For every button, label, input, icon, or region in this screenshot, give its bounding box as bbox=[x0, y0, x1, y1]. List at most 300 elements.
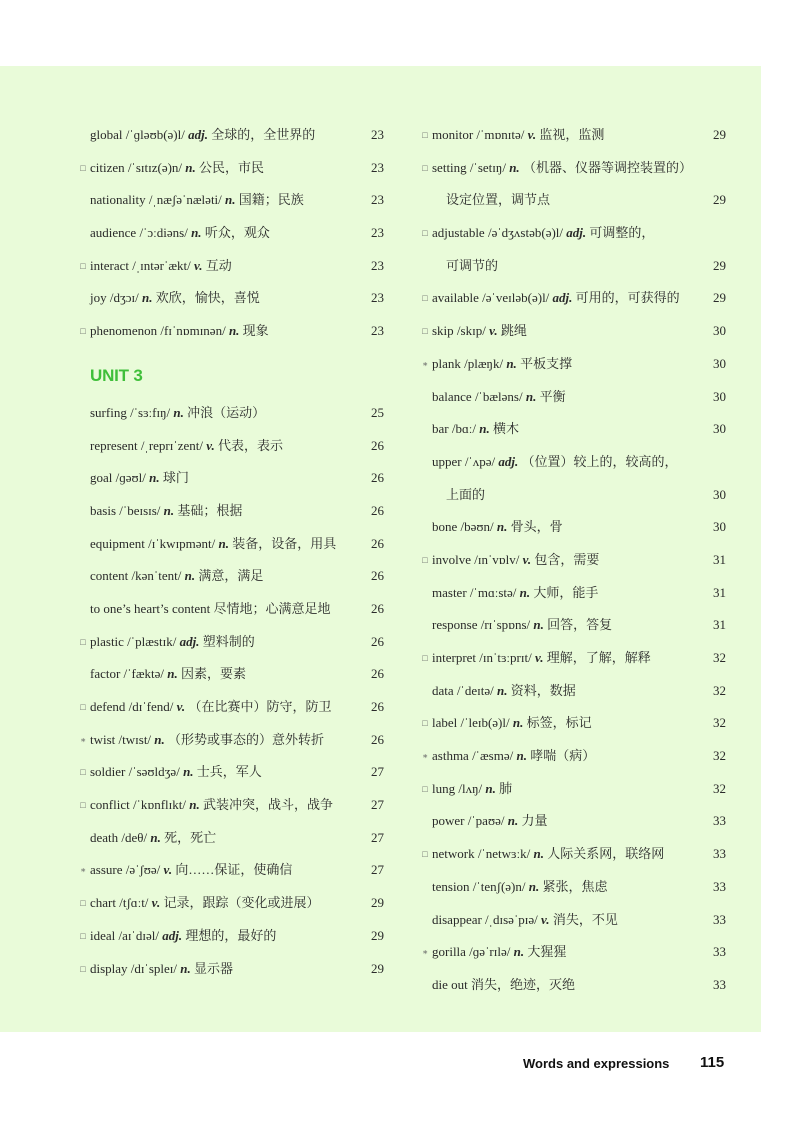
unit-heading bbox=[78, 348, 384, 397]
entry-text bbox=[432, 871, 608, 904]
headword: soldier /ˈsəʊldʒə/ bbox=[90, 764, 184, 780]
vocab-entry bbox=[420, 577, 726, 610]
meaning: 士兵，军人 bbox=[196, 764, 262, 780]
page-ref: 26 bbox=[371, 437, 384, 453]
headword: monitor /ˈmɒnɪtə/ bbox=[432, 127, 528, 142]
star-marker-icon: ∗ bbox=[79, 865, 87, 876]
entry-text bbox=[90, 854, 292, 887]
entry-continuation bbox=[446, 184, 550, 217]
entry-text bbox=[432, 511, 563, 544]
page-ref: 29 bbox=[713, 127, 726, 142]
square-marker-icon: □ bbox=[80, 898, 86, 909]
meaning: 可调节的 bbox=[446, 257, 499, 273]
headword: upper /ˈʌpə/ bbox=[432, 453, 499, 469]
page-ref: 31 bbox=[713, 584, 726, 600]
meaning: 标签，标记 bbox=[526, 715, 592, 731]
entry-text bbox=[90, 119, 315, 152]
square-marker-icon: □ bbox=[80, 162, 86, 173]
vocab-entry bbox=[420, 184, 726, 217]
vocab-entry bbox=[420, 152, 726, 185]
vocab-entry bbox=[420, 413, 726, 446]
vocab-entry bbox=[78, 560, 384, 593]
headword: chart /tʃɑːt/ bbox=[90, 895, 152, 911]
entry-text bbox=[90, 691, 331, 724]
meaning: 互动 bbox=[205, 257, 232, 273]
headword: die out bbox=[432, 976, 471, 992]
entry-text bbox=[90, 560, 263, 593]
headword: master /ˈmɑːstə/ bbox=[432, 584, 520, 600]
page-ref: 23 bbox=[371, 159, 384, 175]
headword: to one’s heart’s content bbox=[90, 600, 214, 616]
page-ref: 30 bbox=[713, 519, 726, 535]
entry-text bbox=[432, 348, 572, 381]
page-ref: 26 bbox=[371, 600, 384, 616]
headword: adjustable /əˈdʒʌstəb(ə)l/ bbox=[432, 225, 567, 241]
left-column bbox=[78, 119, 384, 985]
part-of-speech: v. bbox=[163, 862, 173, 878]
headword: label /ˈleɪb(ə)l/ bbox=[432, 715, 513, 731]
vocab-entry bbox=[420, 479, 726, 512]
part-of-speech: adj. bbox=[188, 127, 208, 142]
entry-text bbox=[90, 593, 330, 626]
headword: interpret /ɪnˈtɜːprɪt/ bbox=[432, 650, 535, 665]
entry-text bbox=[90, 528, 336, 561]
part-of-speech: adj. bbox=[498, 453, 519, 469]
page-ref: 26 bbox=[371, 535, 384, 551]
page-ref: 26 bbox=[371, 633, 384, 649]
meaning: （形势或事态的）意外转折 bbox=[168, 731, 325, 747]
part-of-speech: n. bbox=[513, 944, 525, 960]
vocab-entry bbox=[78, 430, 384, 463]
star-marker-icon: ∗ bbox=[421, 358, 429, 369]
page-ref: 27 bbox=[371, 862, 384, 878]
vocab-entry bbox=[420, 119, 726, 152]
unit-label: UNIT 3 bbox=[90, 365, 143, 385]
meaning: 理解，了解，解释 bbox=[546, 650, 651, 665]
page-ref: 32 bbox=[713, 748, 726, 764]
part-of-speech: n. bbox=[185, 159, 196, 175]
headword: ideal /aɪˈdɪəl/ bbox=[90, 927, 163, 943]
vocab-entry bbox=[420, 675, 726, 708]
part-of-speech: n. bbox=[180, 960, 191, 976]
page-ref: 33 bbox=[713, 911, 726, 927]
page-ref: 30 bbox=[713, 421, 726, 437]
headword: plank /plæŋk/ bbox=[432, 355, 507, 371]
entry-text bbox=[432, 707, 592, 740]
vocab-entry bbox=[78, 593, 384, 626]
part-of-speech: n. bbox=[509, 159, 520, 175]
entry-text bbox=[432, 740, 595, 773]
entry-text bbox=[90, 462, 189, 495]
headword: goal /ɡəʊl/ bbox=[90, 470, 150, 486]
meaning: 冲浪（运动） bbox=[187, 404, 266, 420]
entry-text bbox=[90, 430, 283, 463]
headword: nationality /ˌnæʃəˈnæləti/ bbox=[90, 192, 226, 208]
vocab-entry bbox=[420, 511, 726, 544]
part-of-speech: n. bbox=[218, 535, 230, 551]
page-ref: 33 bbox=[713, 846, 726, 862]
meaning: 可调整的， bbox=[589, 225, 655, 241]
vocab-entry bbox=[420, 773, 726, 806]
part-of-speech: n. bbox=[533, 617, 544, 633]
page-ref: 29 bbox=[371, 960, 384, 976]
meaning: 横木 bbox=[492, 421, 519, 437]
meaning: 全球的，全世界的 bbox=[211, 127, 316, 142]
headword: plastic /ˈplæstɪk/ bbox=[90, 633, 180, 649]
headword: gorilla /ɡəˈrɪlə/ bbox=[432, 944, 514, 960]
vocab-entry bbox=[420, 642, 726, 675]
meaning: （机器、仪器等调控装置的） bbox=[522, 159, 692, 175]
headword: content /kənˈtent/ bbox=[90, 568, 185, 584]
part-of-speech: n. bbox=[173, 404, 184, 420]
vocab-entry bbox=[78, 184, 384, 217]
part-of-speech: v. bbox=[206, 437, 215, 453]
entry-text bbox=[90, 315, 269, 348]
meaning: 公民，市民 bbox=[199, 159, 265, 175]
meaning: 力量 bbox=[521, 813, 548, 829]
page-ref: 27 bbox=[371, 829, 384, 845]
page-ref: 29 bbox=[371, 895, 384, 911]
square-marker-icon: □ bbox=[80, 963, 86, 974]
part-of-speech: adj. bbox=[179, 633, 200, 649]
entry-text bbox=[432, 577, 598, 610]
part-of-speech: n. bbox=[519, 584, 531, 600]
page-number: 115 bbox=[700, 1054, 725, 1071]
meaning: 国籍；民族 bbox=[238, 192, 304, 208]
headword: display /dɪˈspleɪ/ bbox=[90, 960, 181, 976]
headword: death /deθ/ bbox=[90, 829, 151, 845]
entry-text bbox=[432, 773, 512, 806]
page-ref: 27 bbox=[371, 764, 384, 780]
part-of-speech: n. bbox=[167, 666, 178, 682]
right-column bbox=[420, 119, 726, 1002]
part-of-speech: n. bbox=[528, 878, 540, 894]
page-ref: 29 bbox=[371, 927, 384, 943]
vocab-entry bbox=[78, 152, 384, 185]
page-ref: 26 bbox=[371, 699, 384, 714]
part-of-speech: v. bbox=[193, 257, 203, 273]
part-of-speech: n. bbox=[512, 715, 524, 731]
headword: basis /ˈbeɪsɪs/ bbox=[90, 502, 164, 518]
page-ref: 26 bbox=[371, 470, 384, 486]
page-ref: 23 bbox=[371, 192, 384, 208]
square-marker-icon: □ bbox=[80, 800, 86, 811]
meaning: 记录，跟踪（变化或进展） bbox=[163, 895, 320, 911]
part-of-speech: n. bbox=[507, 813, 519, 829]
entry-text bbox=[90, 822, 216, 855]
square-marker-icon: □ bbox=[80, 767, 86, 778]
part-of-speech: n. bbox=[479, 421, 490, 437]
footer-label: Words and expressions bbox=[523, 1056, 670, 1071]
square-marker-icon: □ bbox=[80, 260, 86, 271]
meaning: 代表，表示 bbox=[218, 437, 284, 453]
part-of-speech: n. bbox=[154, 731, 165, 747]
square-marker-icon: □ bbox=[422, 653, 428, 663]
entry-text bbox=[432, 446, 678, 479]
page-ref: 26 bbox=[371, 568, 384, 584]
vocab-entry bbox=[78, 724, 384, 757]
headword: bar /bɑː/ bbox=[432, 421, 480, 437]
entry-text bbox=[432, 805, 547, 838]
meaning: 武装冲突，战斗，战争 bbox=[202, 797, 333, 813]
vocab-entry bbox=[420, 969, 726, 1002]
star-marker-icon: ∗ bbox=[421, 947, 429, 958]
page-ref: 23 bbox=[371, 127, 384, 142]
vocab-entry bbox=[420, 446, 726, 479]
headword: defend /dɪˈfend/ bbox=[90, 699, 177, 714]
entry-continuation bbox=[446, 479, 485, 512]
page-ref: 31 bbox=[713, 617, 726, 633]
entry-text bbox=[90, 397, 265, 430]
headword: disappear /ˌdɪsəˈpɪə/ bbox=[432, 911, 542, 927]
vocab-entry bbox=[78, 315, 384, 348]
meaning: 平衡 bbox=[539, 388, 566, 404]
meaning: 上面的 bbox=[446, 486, 486, 502]
page-ref: 33 bbox=[713, 878, 726, 894]
part-of-speech: v. bbox=[534, 650, 544, 665]
entry-text bbox=[432, 904, 618, 937]
part-of-speech: n. bbox=[228, 323, 240, 339]
headword: factor /ˈfæktə/ bbox=[90, 666, 168, 682]
entry-text bbox=[90, 250, 232, 283]
headword: response /rɪˈspɒns/ bbox=[432, 617, 534, 633]
vocab-entry bbox=[78, 119, 384, 152]
headword: data /ˈdeɪtə/ bbox=[432, 682, 497, 698]
headword: global /ˈɡləʊb(ə)l/ bbox=[90, 127, 189, 142]
vocab-entry bbox=[78, 397, 384, 430]
entry-text bbox=[90, 152, 264, 185]
part-of-speech: v. bbox=[151, 895, 161, 911]
vocab-entry bbox=[78, 920, 384, 953]
meaning: 回答，答复 bbox=[547, 617, 613, 633]
headword: conflict /ˈkɒnflɪkt/ bbox=[90, 797, 190, 813]
headword: surfing /ˈsɜːfɪŋ/ bbox=[90, 404, 174, 420]
square-marker-icon: □ bbox=[80, 702, 86, 712]
entry-text bbox=[432, 675, 576, 708]
vocab-entry bbox=[78, 528, 384, 561]
page-ref: 25 bbox=[371, 404, 384, 420]
meaning: 跳绳 bbox=[500, 323, 527, 339]
entry-text bbox=[90, 756, 262, 789]
part-of-speech: n. bbox=[496, 682, 508, 698]
square-marker-icon: □ bbox=[80, 326, 86, 337]
vocab-entry bbox=[420, 838, 726, 871]
entry-text bbox=[432, 544, 599, 577]
part-of-speech: n. bbox=[163, 502, 175, 518]
page-ref: 30 bbox=[713, 388, 726, 404]
vocab-entry bbox=[78, 691, 384, 724]
meaning: 可用的，可获得的 bbox=[575, 290, 680, 306]
meaning: 欢欣，愉快，喜悦 bbox=[155, 290, 260, 306]
vocab-entry bbox=[420, 740, 726, 773]
vocab-entry bbox=[78, 789, 384, 822]
headword: joy /dʒɔɪ/ bbox=[90, 290, 142, 306]
vocab-entry bbox=[420, 348, 726, 381]
meaning: 监视，监测 bbox=[539, 127, 605, 142]
part-of-speech: n. bbox=[189, 797, 200, 813]
entry-text bbox=[90, 658, 246, 691]
meaning: （位置）较上的，较高的， bbox=[521, 453, 678, 469]
entry-text bbox=[90, 789, 333, 822]
meaning: 消失，不见 bbox=[552, 911, 618, 927]
entry-text bbox=[90, 724, 324, 757]
meaning: 装备，设备，用具 bbox=[232, 535, 337, 551]
meaning: 基础；根据 bbox=[177, 502, 243, 518]
meaning: 肺 bbox=[499, 780, 513, 796]
entry-text bbox=[432, 315, 527, 348]
headword: lung /lʌŋ/ bbox=[432, 780, 486, 796]
part-of-speech: n. bbox=[485, 780, 496, 796]
square-marker-icon: □ bbox=[422, 783, 428, 794]
meaning: 理想的，最好的 bbox=[185, 927, 277, 943]
meaning: 紧张，焦虑 bbox=[542, 878, 608, 894]
headword: audience /ˈɔːdiəns/ bbox=[90, 225, 192, 241]
part-of-speech: n. bbox=[525, 388, 537, 404]
entry-text bbox=[432, 642, 651, 675]
page-ref: 29 bbox=[713, 257, 726, 273]
vocab-entry bbox=[78, 462, 384, 495]
square-marker-icon: □ bbox=[422, 326, 428, 337]
page-ref: 23 bbox=[371, 225, 384, 241]
entry-text bbox=[432, 969, 575, 1002]
vocab-entry bbox=[420, 904, 726, 937]
headword: available /əˈveɪləb(ə)l/ bbox=[432, 290, 553, 306]
page-ref: 33 bbox=[713, 944, 726, 960]
meaning: 哮喘（病） bbox=[530, 748, 596, 764]
entry-text bbox=[90, 184, 304, 217]
entry-text bbox=[432, 413, 519, 446]
meaning: 因素，要素 bbox=[180, 666, 246, 682]
square-marker-icon: □ bbox=[422, 718, 428, 729]
page-ref: 23 bbox=[371, 257, 384, 273]
square-marker-icon: □ bbox=[80, 636, 86, 647]
headword: network /ˈnetwɜːk/ bbox=[432, 846, 534, 862]
meaning: （在比赛中）防守，防卫 bbox=[188, 699, 332, 714]
part-of-speech: v. bbox=[541, 911, 550, 927]
entry-text bbox=[90, 953, 233, 986]
meaning: 显示器 bbox=[194, 960, 234, 976]
page-ref: 32 bbox=[713, 780, 726, 796]
headword: skip /skɪp/ bbox=[432, 323, 490, 339]
part-of-speech: v. bbox=[527, 127, 537, 142]
entry-text bbox=[432, 936, 566, 969]
part-of-speech: v. bbox=[522, 551, 532, 567]
headword: setting /ˈsetɪŋ/ bbox=[432, 159, 510, 175]
vocab-entry bbox=[78, 626, 384, 659]
vocab-entry bbox=[78, 822, 384, 855]
meaning: 球门 bbox=[162, 470, 189, 486]
vocab-entry bbox=[78, 854, 384, 887]
headword: tension /ˈtenʃ(ə)n/ bbox=[432, 878, 529, 894]
part-of-speech: n. bbox=[183, 764, 194, 780]
vocab-entry bbox=[420, 871, 726, 904]
headword: assure /əˈʃʊə/ bbox=[90, 862, 164, 878]
headword: bone /bəʊn/ bbox=[432, 519, 497, 535]
meaning: 现象 bbox=[242, 323, 269, 339]
meaning: 包含，需要 bbox=[534, 551, 600, 567]
square-marker-icon: □ bbox=[422, 130, 428, 140]
page-ref: 26 bbox=[371, 502, 384, 518]
square-marker-icon: □ bbox=[422, 293, 428, 304]
part-of-speech: adj. bbox=[552, 290, 573, 306]
vocab-entry bbox=[420, 315, 726, 348]
headword: twist /twɪst/ bbox=[90, 731, 155, 747]
part-of-speech: n. bbox=[142, 290, 153, 306]
entry-text bbox=[90, 920, 276, 953]
entry-text bbox=[432, 838, 664, 871]
headword: power /ˈpaʊə/ bbox=[432, 813, 508, 829]
entry-text bbox=[432, 381, 566, 414]
headword: balance /ˈbæləns/ bbox=[432, 388, 526, 404]
part-of-speech: adj. bbox=[566, 225, 587, 241]
meaning: 向……保证，使确信 bbox=[175, 862, 293, 878]
meaning: 尽情地；心满意足地 bbox=[213, 600, 331, 616]
entry-text bbox=[432, 282, 680, 315]
square-marker-icon: □ bbox=[422, 228, 428, 239]
star-marker-icon: ∗ bbox=[421, 751, 429, 762]
part-of-speech: v. bbox=[176, 699, 186, 714]
page-ref: 26 bbox=[371, 731, 384, 747]
meaning: 消失，绝迹，灭绝 bbox=[471, 976, 576, 992]
vocab-entry bbox=[78, 282, 384, 315]
meaning: 大猩猩 bbox=[527, 944, 567, 960]
vocab-entry bbox=[420, 282, 726, 315]
vocab-entry bbox=[78, 887, 384, 920]
meaning: 平板支撑 bbox=[520, 355, 573, 371]
page-ref: 30 bbox=[713, 355, 726, 371]
entry-text bbox=[432, 119, 604, 152]
headword: interact /ˌɪntərˈækt/ bbox=[90, 257, 194, 273]
page-ref: 29 bbox=[713, 192, 726, 208]
vocab-entry bbox=[420, 544, 726, 577]
entry-text bbox=[432, 217, 654, 250]
vocab-entry bbox=[420, 707, 726, 740]
vocab-entry bbox=[78, 495, 384, 528]
vocab-entry bbox=[420, 936, 726, 969]
meaning: 大师，能手 bbox=[533, 584, 599, 600]
meaning: 塑料制的 bbox=[202, 633, 255, 649]
entry-text bbox=[432, 152, 692, 185]
square-marker-icon: □ bbox=[80, 930, 86, 941]
meaning: 满意，满足 bbox=[198, 568, 264, 584]
square-marker-icon: □ bbox=[422, 554, 428, 565]
meaning: 资料，数据 bbox=[510, 682, 576, 698]
vocab-entry bbox=[420, 217, 726, 250]
vocab-entry bbox=[420, 381, 726, 414]
page-ref: 33 bbox=[713, 813, 726, 829]
vocab-entry bbox=[78, 658, 384, 691]
meaning: 死，死亡 bbox=[164, 829, 217, 845]
entry-text bbox=[90, 887, 319, 920]
part-of-speech: n. bbox=[506, 355, 517, 371]
entry-text bbox=[90, 626, 255, 659]
page-ref: 29 bbox=[713, 290, 726, 306]
entry-continuation bbox=[446, 250, 498, 283]
vocab-entry bbox=[78, 953, 384, 986]
meaning: 人际关系网，联络网 bbox=[547, 846, 665, 862]
headword: asthma /ˈæsmə/ bbox=[432, 748, 517, 764]
square-marker-icon: □ bbox=[422, 849, 428, 860]
vocab-entry bbox=[420, 805, 726, 838]
vocab-entry bbox=[420, 250, 726, 283]
part-of-speech: n. bbox=[184, 568, 196, 584]
part-of-speech: adj. bbox=[162, 927, 183, 943]
part-of-speech: n. bbox=[149, 470, 160, 486]
page-ref: 23 bbox=[371, 323, 384, 339]
vocab-entry bbox=[78, 250, 384, 283]
page-ref: 26 bbox=[371, 666, 384, 682]
headword: represent /ˌreprɪˈzent/ bbox=[90, 437, 207, 453]
